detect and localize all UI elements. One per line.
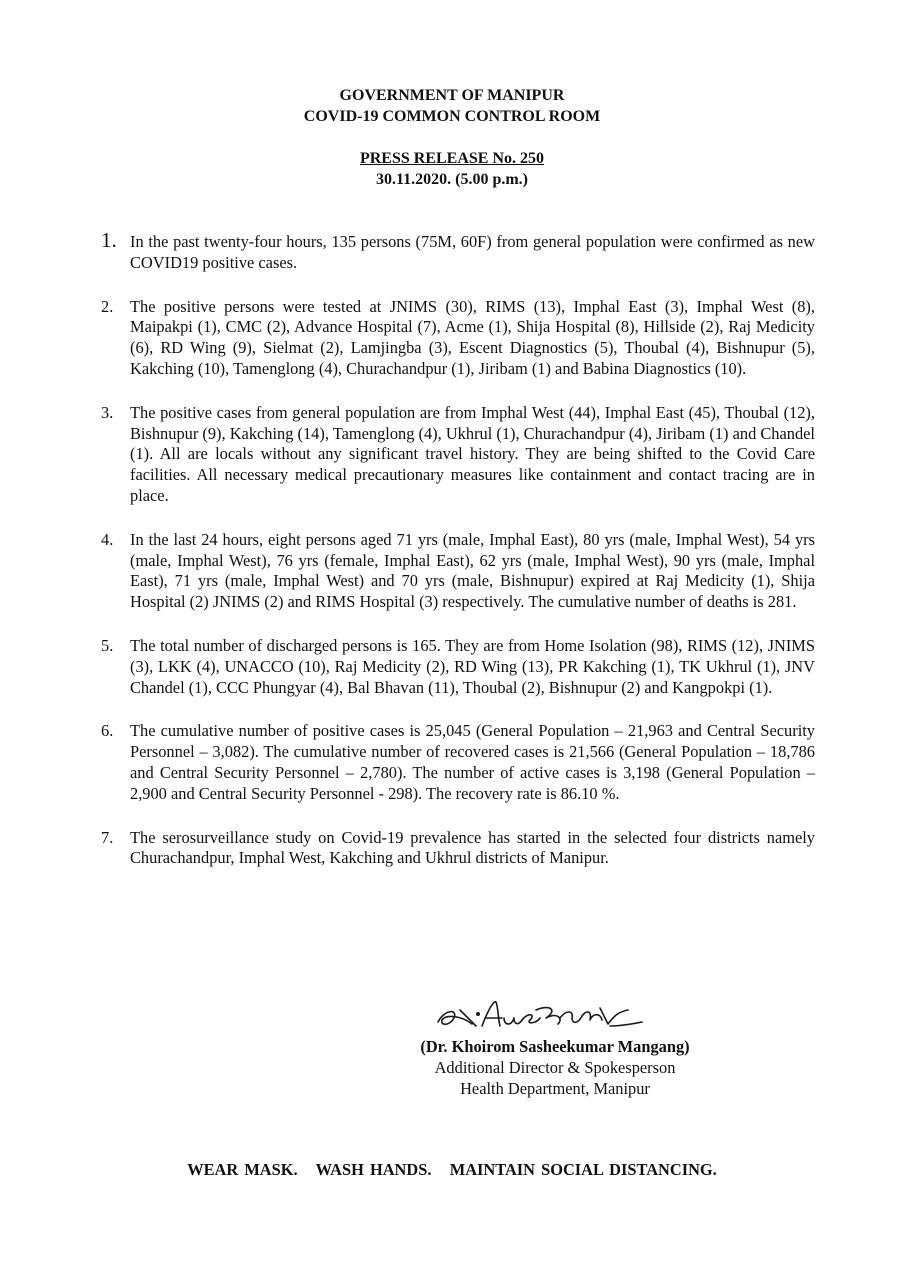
handwritten-signature (432, 996, 652, 1036)
item-number: 1. (101, 228, 117, 252)
org-heading: GOVERNMENT OF MANIPUR (339, 87, 565, 104)
item-text: The serosurveillance study on Covid-19 prevalence has started in the selected four districts namely Churachandpur, Imphal West, Kakching and Ukhrul districts of Manipur. (130, 827, 815, 868)
press-release-number: PRESS RELEASE No. 250 (359, 150, 545, 167)
item-number: 5. (101, 635, 114, 655)
item-text: The positive persons were tested at JNIMS (30), RIMS (13), Imphal East (3), Imphal West (8), Maipakpi (1), CMC (2), Advance Hospital (7), Acme (1), Shija Hospital (8), Hillside (2), Raj Medicity (6), RD Wing (9), Sielmat (2), Lamjingba (3), Escent Diagnostics (5), Thoubal (4), Bishnupur (5), Kakching (10), Tamenglong (4), Churachandpur (1), Jiribam (1) and Babina Diagnostics (10). (130, 296, 815, 378)
item-text: The positive cases from general population are from Imphal West (44), Imphal East (45), Thoubal (12), Bishnupur (9), Kakching (14), Tamenglong (4), Ukhrul (1), Churachandpur (4), Jiribam (1) and Chandel (1). All are locals without any significant travel history. They are being shifted to the Covid Care facilities. All necessary medical precautionary measures like containment and contact tracing are in place. (130, 402, 815, 505)
release-item (101, 297, 815, 380)
release-items-list (101, 228, 815, 892)
item-number: 7. (101, 827, 114, 847)
release-item (101, 228, 815, 274)
release-item (101, 828, 815, 870)
item-text: In the past twenty-four hours, 135 persons (75M, 60F) from general population were confirmed as new COVID19 positive cases. (130, 232, 815, 272)
item-text: The cumulative number of positive cases is 25,045 (General Population – 21,963 and Central Security Personnel – 3,082). The cumulative number of recovered cases is 21,566 (General Population – 18,786 and Central Security Personnel – 2,780). The number of active cases is 3,198 (General Population – 2,900 and Central Security Personnel - 298). The recovery rate is 86.10 %. (130, 721, 815, 803)
signatory-block (400, 1036, 710, 1099)
signatory-title: Additional Director & Spokesperson (434, 1058, 676, 1077)
release-item (101, 721, 815, 804)
footer-slogan (0, 1160, 904, 1180)
release-item (101, 530, 815, 613)
release-item (101, 403, 815, 507)
release-item (101, 636, 815, 698)
item-text: The total number of discharged persons is 165. They are from Home Isolation (98), RIMS (12), JNIMS (3), LKK (4), UNACCO (10), Raj Medicity (2), RD Wing (13), PR Kakching (1), TK Ukhrul (1), JNV Chandel (1), CCC Phungyar (4), Bal Bhavan (11), Thoubal (2), Bishnupur (2) and Kangpokpi (1). (130, 635, 815, 697)
item-text: In the last 24 hours, eight persons aged 71 yrs (male, Imphal East), 80 yrs (male, Imphal West), 54 yrs (male, Imphal West), 76 yrs (female, Imphal East), 62 yrs (male, Imphal West), 90 yrs (male, Imphal East), 71 yrs (male, Imphal West) and 70 yrs (male, Bishnupur) expired at Raj Medicity (1), Shija Hospital (2) JNIMS (2) and RIMS Hospital (3) respectively. The cumulative number of deaths is 281. (130, 529, 815, 612)
item-number: 2. (101, 296, 114, 316)
slogan-text: WEAR MASK. WASH HANDS. MAINTAIN SOCIAL DISTANCING. (187, 1160, 717, 1179)
release-datetime: 30.11.2020. (5.00 p.m.) (376, 171, 528, 188)
item-number: 4. (101, 529, 114, 549)
item-number: 6. (101, 721, 114, 741)
signatory-department: Health Department, Manipur (460, 1079, 650, 1098)
item-number: 3. (101, 402, 114, 422)
signatory-name: (Dr. Khoirom Sasheekumar Mangang) (420, 1037, 690, 1056)
control-room-heading: COVID-19 COMMON CONTROL ROOM (303, 108, 601, 125)
